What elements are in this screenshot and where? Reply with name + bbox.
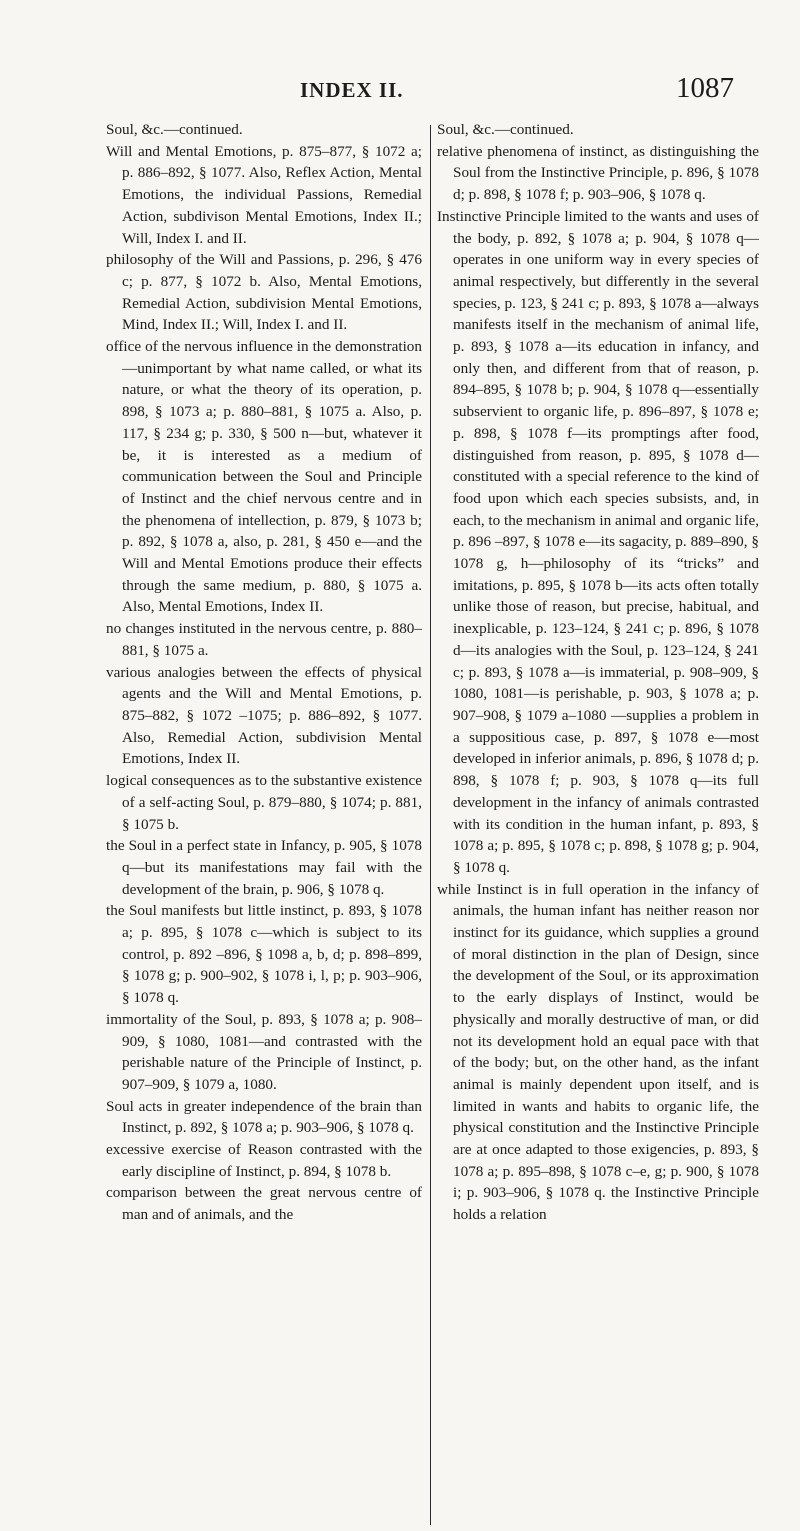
index-entry: logical consequences as to the substantive existence of a self-acting Soul, p. 879–880, § 1074; p. 881, § 1075 b. xyxy=(106,772,422,833)
index-entry: comparison between the great nervous centre of man and of animals, and the xyxy=(106,1184,422,1224)
index-entry: excessive exercise of Reason contrasted with the early discipline of Instinct, p. 894, § 1078 b. xyxy=(106,1141,422,1180)
right-column xyxy=(437,119,759,1226)
index-entry: office of the nervous influence in the demonstration—unimportant by what name called, or what its nature, or what the theory of its operation, p. 898, § 1073 a; p. 880–881, § 1075 a. Also, p. 117, § 234 g; p. 330, § 500 n—but, whatever it be, it is interested as a medium of communication between the Soul and Principle of Instinct and the chief nervous centre and in the phenomena of intellection, p. 879, § 1073 b; p. 892, § 1078 a, also, p. 281, § 450 e—and the Will and Mental Emotions produce their effects through the same medium, p. 880, § 1075 a. Also, Mental Emotions, Index II. xyxy=(106,338,422,616)
index-entry: immortality of the Soul, p. 893, § 1078 a; p. 908–909, § 1080, 1081—and contrasted with the perishable nature of the Principle of Instinct, p. 907–909, § 1079 a, 1080. xyxy=(106,1010,422,1093)
index-entry: philosophy of the Will and Passions, p. 296, § 476 c; p. 877, § 1072 b. Also, Mental Emotions, Remedial Action, subdivision Mental Emotions, Mind, Index II.; Will, Index I. and II. xyxy=(106,251,422,334)
index-entry: various analogies between the effects of physical agents and the Will and Mental Emotions, p. 875–882, § 1072 –1075; p. 886–892, § 1077. Also, Remedial Action, subdivision Mental Emotions, Index II. xyxy=(106,663,422,768)
left-column xyxy=(106,119,422,1226)
page-number: 1087 xyxy=(676,72,734,104)
index-entry: Soul acts in greater independence of the brain than Instinct, p. 892, § 1078 a; p. 903–906, § 1078 q. xyxy=(106,1097,422,1137)
index-entry: Instinctive Principle limited to the wants and uses of the body, p. 892, § 1078 a; p. 904, § 1078 q—operates in one uniform way in every species of animal respectively, but differently in the several species, p. 123, § 241 c; p. 893, § 1078 a—always manifests itself in the mechanism of animal life, p. 893, § 1078 a—its education in infancy, and only then, and different from that of reason, p. 894–895, § 1078 b; p. 904, § 1078 q—essentially subservient to organic life, p. 896–897, § 1078 e; p. 898, § 1078 f—its promptings after food, distinguished from reason, p. 895, § 1078 d—constituted with a special reference to the kind of food upon which each species subsists, and, in each, to the mechanism in animal and organic life, p. 896 –897, § 1078 e—its sagacity, p. 889–890, § 1078 g, h—philosophy of its “tricks” and imitations, p. 895, § 1078 b—its acts often totally unlike those of reason, but precise, habitual, and inexplicable, p. 123–124, § 241 c; p. 896, § 1078 d—its analogies with the Soul, p. 123–124, § 241 c; p. 893, § 1078 a—is immaterial, p. 908–909, § 1080, 1081—is perishable, p. 903, § 1078 a; p. 907–908, § 1079 a–1080 —supplies a problem in a suppositious case, p. 897, § 1078 e—most developed in inferior animals, p. 896, § 1078 d; p. 898, § 1078 f; p. 903, § 1078 q—its full development in the infancy of animals contrasted with its condition in the human infant, p. 893, § 1078 a; p. 895, § 1078 c; p. 898, § 1078 g; p. 904, § 1078 q. xyxy=(437,207,759,876)
index-entry: while Instinct is in full operation in the infancy of animals, the human infant has neither reason nor instinct for its guidance, which supplies a ground of moral distinction in the plan of Design, since the development of the Soul, or its approximation to the early displays of Instinct, would be physically and morally destructive of man, or did not its development hold an equal pace with that of the body; but, on the other hand, as the infant animal is mainly dependent upon itself, and is limited in wants and habits to organic life, the physical constitution and the Instinctive Principle are at once adapted to those exigencies, p. 893, § 1078 a; p. 895–898, § 1078 c–e, g; p. 900, § 1078 i; p. 903–906, § 1078 q. the Instinctive Principle holds a relation xyxy=(437,880,759,1224)
running-title: INDEX II. xyxy=(300,78,404,102)
column-divider xyxy=(430,125,431,1525)
running-head xyxy=(0,72,800,108)
index-entry: relative phenomena of instinct, as distinguishing the Soul from the Instinctive Principle, p. 896, § 1078 d; p. 898, § 1078 f; p. 903–906, § 1078 q. xyxy=(437,142,759,204)
index-entry: the Soul in a perfect state in Infancy, p. 905, § 1078 q—but its manifestations may fail with the development of the brain, p. 906, § 1078 q. xyxy=(106,837,422,898)
index-entry: the Soul manifests but little instinct, p. 893, § 1078 a; p. 895, § 1078 c—which is subject to its control, p. 892 –896, § 1098 a, b, d; p. 898–899, § 1078 g; p. 900–902, § 1078 i, l, p; p. 903–906, § 1078 q. xyxy=(106,902,422,1007)
section-heading: Soul, &c.—continued. xyxy=(437,121,574,138)
index-entry: no changes instituted in the nervous centre, p. 880–881, § 1075 a. xyxy=(106,620,422,659)
index-entry: Will and Mental Emotions, p. 875–877, § 1072 a; p. 886–892, § 1077. Also, Reflex Action, Mental Emotions, the individual Passions, Remedial Action, subdivison Mental Emotions, Index II.; Will, Index I. and II. xyxy=(106,142,422,247)
section-heading: Soul, &c.—continued. xyxy=(106,121,243,138)
